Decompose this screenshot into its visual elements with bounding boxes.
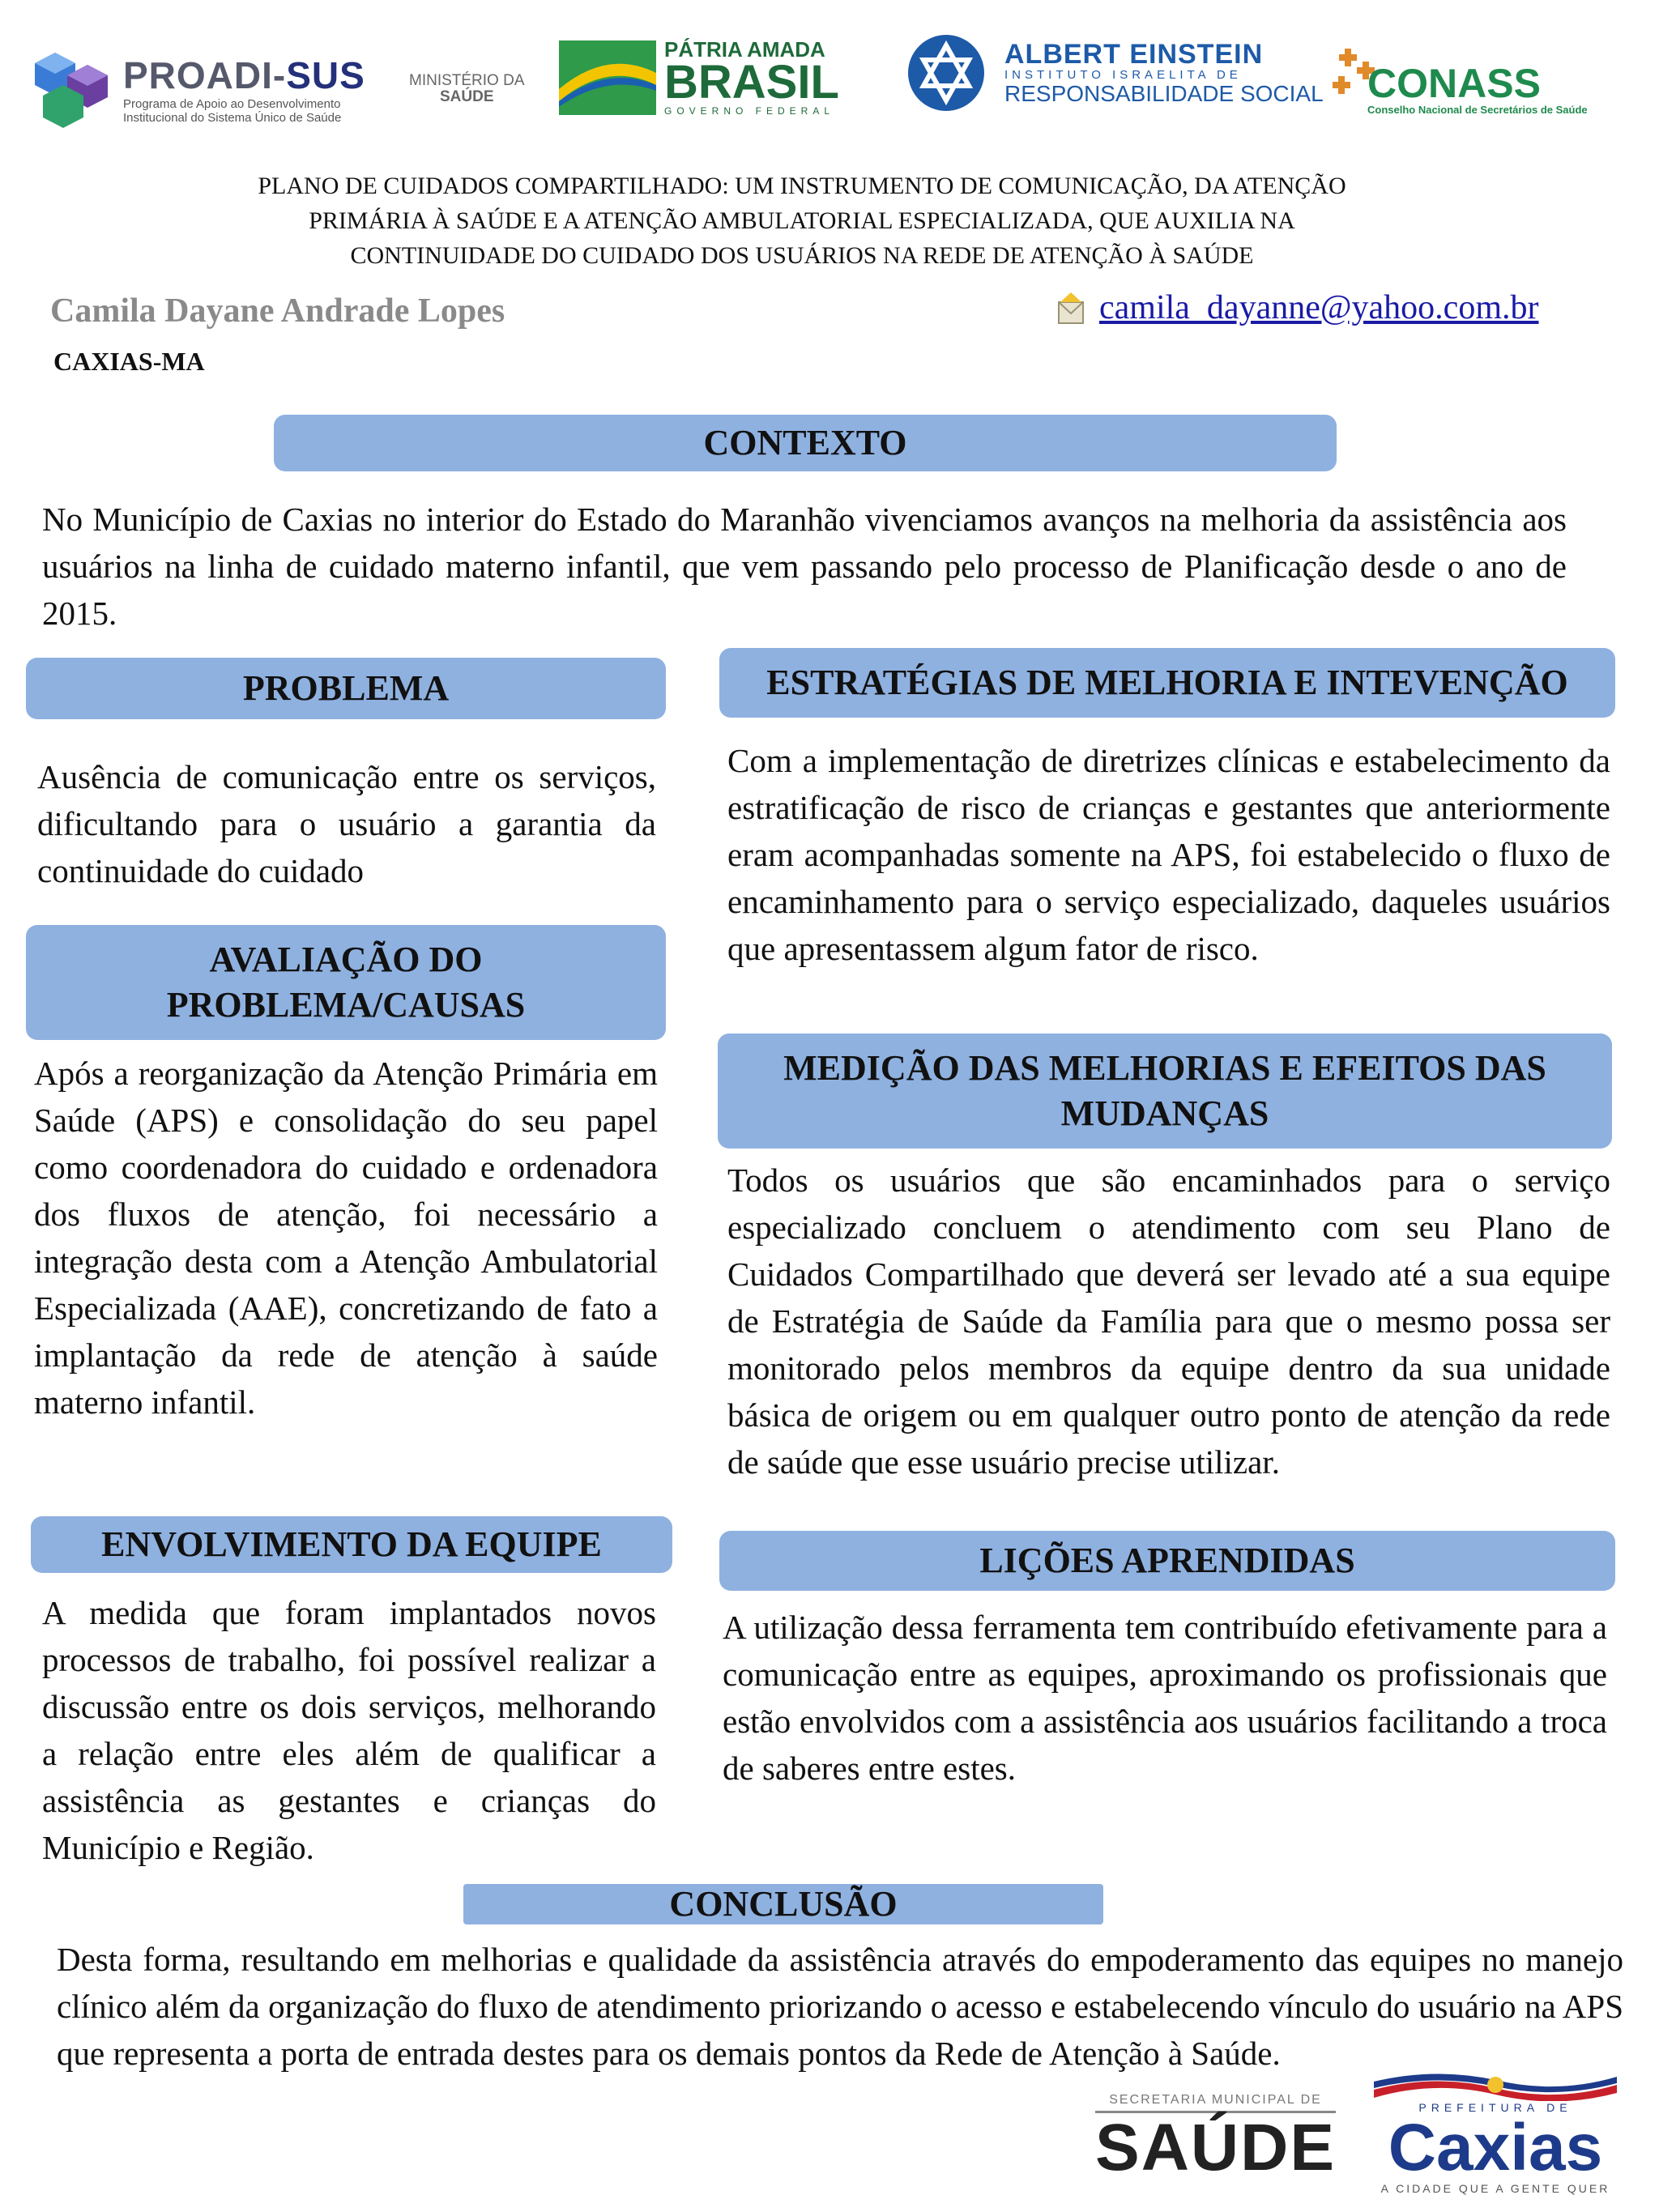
licoes-text: A utilização dessa ferramenta tem contribuído efetivamente para a comunicação entre as equipes, aproximando os profissionais que estão envolvidos com a assistência aos usuários facilitando a troca de saberes entre estes.	[723, 1609, 1607, 1787]
caxias-main: Caxias	[1388, 2111, 1603, 2184]
einstein-line2: INSTITUTO ISRAELITA DE	[1004, 68, 1242, 82]
einstein-line3: RESPONSABILIDADE SOCIAL	[1004, 81, 1324, 106]
conass-main: CONASS	[1367, 61, 1541, 106]
patria-amada-brasil-logo	[559, 39, 839, 117]
email-link[interactable]: camila_dayanne@yahoo.com.br	[1099, 289, 1539, 326]
licoes-header	[719, 1531, 1615, 1591]
ministerio-saude-logo	[409, 73, 525, 105]
envelope-icon	[1057, 291, 1085, 325]
avaliacao-title-line1: AVALIAÇÃO DO	[209, 940, 483, 979]
title-line1: PLANO DE CUIDADOS COMPARTILHADO: UM INSTRUMENTO DE COMUNICAÇÃO, DA ATENÇÃO	[258, 173, 1346, 199]
albert-einstein-logo	[906, 32, 1324, 113]
caxias-tag: A CIDADE QUE A GENTE QUER	[1380, 2182, 1610, 2195]
caxias-banner-icon	[1374, 2073, 1617, 2101]
patria-top: PÁTRIA AMADA	[664, 37, 825, 62]
title-line3: CONTINUIDADE DO CUIDADO DOS USUÁRIOS NA REDE DE ATENÇÃO À SAÚDE	[350, 242, 1254, 269]
author-city: CAXIAS-MA	[53, 347, 205, 376]
estrategias-header	[719, 648, 1615, 718]
author-name: Camila Dayane Andrade Lopes	[50, 292, 505, 330]
estrategias-text: Com a implementação de diretrizes clínicas e estabelecimento da estratificação de risco de crianças e gestantes que anteriormente eram acompanhadas somente na APS, foi estabelecido o fluxo de encaminhamento para o serviço especializado, daqueles usuários que apresentassem algum fator de risco.	[727, 742, 1610, 967]
conclusao-text: Desta forma, resultando em melhorias e qualidade da assistência através do empoderamento das equipes no manejo clínico além da organização do fluxo de atendimento priorizando o acesso e estabelecendo vínculo do usuário na APS que representa a porta de entrada destes para os demais pontos da Rede de Atenção à Saúde.	[57, 1941, 1623, 2072]
proadi-sub1: Programa de Apoio ao Desenvolvimento	[123, 97, 341, 111]
brasil-flag-icon	[559, 40, 656, 115]
ministerio-line1: MINISTÉRIO DA	[409, 72, 525, 89]
patria-bottom: GOVERNO FEDERAL	[664, 105, 835, 117]
poster-title	[122, 168, 1482, 273]
licoes-title: LIÇÕES APRENDIDAS	[979, 1541, 1355, 1580]
caxias-pref: PREFEITURA DE	[1418, 2101, 1572, 2114]
proadi-sus-logo	[31, 49, 365, 130]
medicao-title-line1: MEDIÇÃO DAS MELHORIAS E EFEITOS DAS	[783, 1048, 1546, 1088]
contexto-text: No Município de Caxias no interior do Estado do Maranhão vivenciamos avanços na melhoria da assistência aos usuários na linha de cuidado materno infantil, que vem passando pelo processo de Planificação desde o ano de 2015.	[42, 501, 1567, 632]
prefeitura-caxias-logo	[1374, 2073, 1617, 2195]
conass-sub: Conselho Nacional de Secretários de Saúde	[1367, 104, 1588, 116]
medicao-text: Todos os usuários que são encaminhados para o serviço especializado concluem o atendimento com seu Plano de Cuidados Compartilhado que deverá ser levado até a sua equipe de Estratégia de Saúde da Família para que o mesmo possa ser monitorado pelos membros da equipe dentro da sua unidade básica de origem ou em qualquer outro ponto de atenção da rede de saúde que esse usuário precise utilizar.	[727, 1161, 1610, 1481]
envolvimento-header	[31, 1516, 672, 1573]
ministerio-line2: SAÚDE	[440, 88, 494, 105]
einstein-line1: ALBERT EINSTEIN	[1004, 39, 1264, 70]
proadi-sub2: Institucional do Sistema Único de Saúde	[123, 111, 342, 125]
patria-main: BRASIL	[664, 56, 839, 109]
conass-logo	[1327, 31, 1588, 116]
proadi-name: PROADI-SUS	[123, 54, 365, 96]
contexto-header	[274, 415, 1337, 471]
secretaria-main: SAÚDE	[1095, 2111, 1337, 2184]
secretaria-top: SECRETARIA MUNICIPAL DE	[1095, 2093, 1336, 2113]
email-block	[1057, 288, 1538, 327]
avaliacao-header	[26, 925, 666, 1040]
contexto-title: CONTEXTO	[703, 423, 907, 462]
conclusao-title: CONCLUSÃO	[669, 1884, 898, 1924]
conclusao-header	[463, 1884, 1103, 1924]
proadi-cube-icon	[31, 49, 112, 130]
envolvimento-title: ENVOLVIMENTO DA EQUIPE	[101, 1524, 602, 1564]
estrategias-title: ESTRATÉGIAS DE MELHORIA E INTEVENÇÃO	[766, 663, 1568, 702]
title-line2: PRIMÁRIA À SAÚDE E A ATENÇÃO AMBULATORIAL ESPECIALIZADA, QUE AUXILIA NA	[309, 207, 1295, 234]
secretaria-saude-logo	[1095, 2093, 1336, 2183]
medicao-title-line2: MUDANÇAS	[1060, 1093, 1269, 1133]
problema-text: Ausência de comunicação entre os serviços, dificultando para o usuário a garantia da continuidade do cuidado	[37, 758, 656, 889]
envolvimento-text: A medida que foram implantados novos processos de trabalho, foi possível realizar a discussão entre os dois serviços, melhorando a relação entre eles além de qualificar a assistência as gestantes e crianças do Município e Região.	[42, 1594, 656, 1866]
problema-header	[26, 658, 666, 719]
problema-title: PROBLEMA	[242, 668, 450, 708]
avaliacao-title-line2: PROBLEMA/CAUSAS	[166, 985, 526, 1025]
einstein-star-icon	[906, 32, 987, 113]
avaliacao-text: Após a reorganização da Atenção Primária em Saúde (APS) e consolidação do seu papel como coordenadora do cuidado e ordenadora dos fluxos de atenção, foi necessário a integração desta com a Atenção Ambulatorial Especializada (AAE), concretizando de fato a implantação da rede de atenção à saúde materno infantil.	[34, 1055, 658, 1421]
medicao-header	[718, 1034, 1612, 1149]
